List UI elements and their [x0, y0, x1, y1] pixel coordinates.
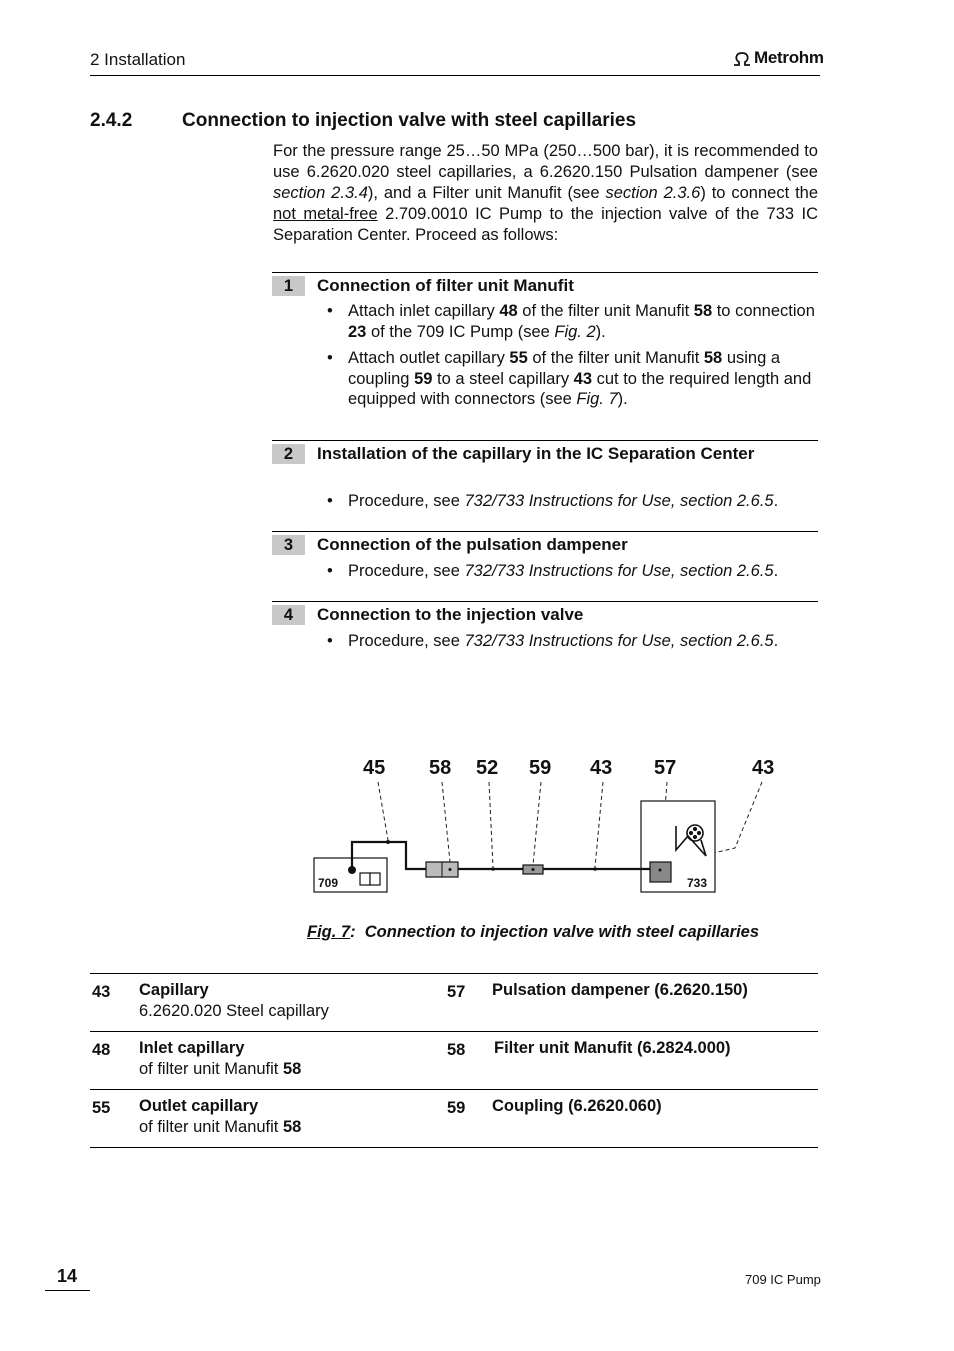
step-number: 4: [272, 605, 305, 625]
section-title: Connection to injection valve with steel capillaries: [182, 110, 637, 131]
running-header-chapter: 2 Installation: [90, 50, 186, 69]
list-item: • Procedure, see 732/733 Instructions for Use, section 2.6.5.: [327, 491, 817, 512]
step-number: 3: [272, 535, 305, 555]
pulsation-dampener-shape: [650, 862, 671, 882]
list-item: • Attach outlet capillary 55 of the filter unit Manufit 58 using a coupling 59 to a steel capillary 43 cut to the required length and equipped with connectors (see Fig. 7).: [327, 348, 817, 410]
step-title: Connection of the pulsation dampener: [317, 535, 628, 554]
callout-57: 57: [654, 757, 677, 779]
step-title: Installation of the capillary in the IC Separation Center: [317, 444, 755, 463]
steel-capillary-line: [352, 842, 650, 870]
legend-title: Inlet capillary: [139, 1039, 245, 1057]
not-metal-free-text: not metal-free: [273, 205, 378, 223]
figure-caption: Fig. 7: Connection to injection valve with steel capillaries: [307, 923, 760, 941]
list-item: • Attach inlet capillary 48 of the filter unit Manufit 58 to connection 23 of the 709 IC Pump (see Fig. 2).: [327, 301, 817, 342]
omega-icon: [732, 50, 752, 66]
step-1: [272, 272, 818, 422]
step-title: Connection of filter unit Manufit: [317, 276, 574, 295]
connection-diagram: [305, 745, 795, 905]
table-row: [90, 973, 818, 1031]
legend-number: 59: [447, 1099, 466, 1117]
legend-title: Pulsation dampener (6.2620.150): [492, 981, 748, 999]
ref-section-2-3-6: section 2.3.6: [605, 184, 701, 202]
legend-table: [90, 973, 818, 1148]
list-item: • Procedure, see 732/733 Instructions for Use, section 2.6.5.: [327, 561, 817, 582]
legend-title: Outlet capillary: [139, 1097, 259, 1115]
footer-rule: [45, 1290, 90, 1291]
legend-subtitle: 6.2620.020 Steel capillary: [139, 1002, 329, 1020]
section-number: 2.4.2: [90, 110, 133, 131]
step-4-bullets: [327, 631, 817, 658]
callout-52: 52: [476, 757, 499, 779]
brand-logo: [732, 48, 824, 68]
step-3: [272, 531, 818, 591]
figure-number: Fig. 7: [307, 923, 351, 941]
legend-title: Coupling (6.2620.060): [492, 1097, 662, 1115]
header-rule: [90, 75, 820, 76]
step-1-bullets: [327, 301, 817, 416]
intro-paragraph: For the pressure range 25…50 MPa (250…500 bar), it is recommended to use 6.2620.020 steel capillaries, a 6.2620.150 Pulsation dampener (see section 2.3.4), and a Filter unit Manufit (see section 2.3.6) to connect the not metal-free 2.709.0010 IC Pump to the injection valve of the 733 IC Separation Center. Proceed as follows:: [273, 142, 819, 244]
center-733-label: 733: [687, 876, 708, 890]
legend-number: 55: [92, 1099, 111, 1117]
step-3-bullets: [327, 561, 817, 588]
step-rule: [272, 601, 818, 602]
page-number: 14: [57, 1266, 78, 1286]
legend-title: Filter unit Manufit (6.2824.000): [494, 1039, 731, 1057]
step-number: 2: [272, 444, 305, 464]
step-rule: [272, 440, 818, 441]
step-rule: [272, 531, 818, 532]
legend-title: Capillary: [139, 981, 209, 999]
legend-subtitle: of filter unit Manufit 58: [139, 1060, 302, 1078]
step-2: [272, 440, 818, 520]
legend-number: 57: [447, 983, 466, 1001]
legend-number: 58: [447, 1041, 466, 1059]
callout-45: 45: [363, 757, 386, 779]
legend-subtitle: of filter unit Manufit 58: [139, 1118, 302, 1136]
callout-43b: 43: [752, 757, 775, 779]
callout-43a: 43: [590, 757, 613, 779]
footer-product: 709 IC Pump: [745, 1272, 821, 1287]
brand-name: Metrohm: [754, 48, 824, 67]
callout-58: 58: [429, 757, 452, 779]
table-row: [90, 1089, 818, 1148]
list-item: • Procedure, see 732/733 Instructions for Use, section 2.6.5.: [327, 631, 817, 652]
legend-number: 43: [92, 983, 111, 1001]
step-rule: [272, 272, 818, 273]
ref-section-2-3-4: section 2.3.4: [273, 184, 368, 202]
callout-59: 59: [529, 757, 552, 779]
step-4: [272, 601, 818, 661]
step-title: Connection to the injection valve: [317, 605, 584, 624]
step-2-bullets: [327, 491, 817, 518]
step-number: 1: [272, 276, 305, 296]
table-row: [90, 1031, 818, 1089]
legend-number: 48: [92, 1041, 111, 1059]
pump-709-label: 709: [318, 876, 339, 890]
